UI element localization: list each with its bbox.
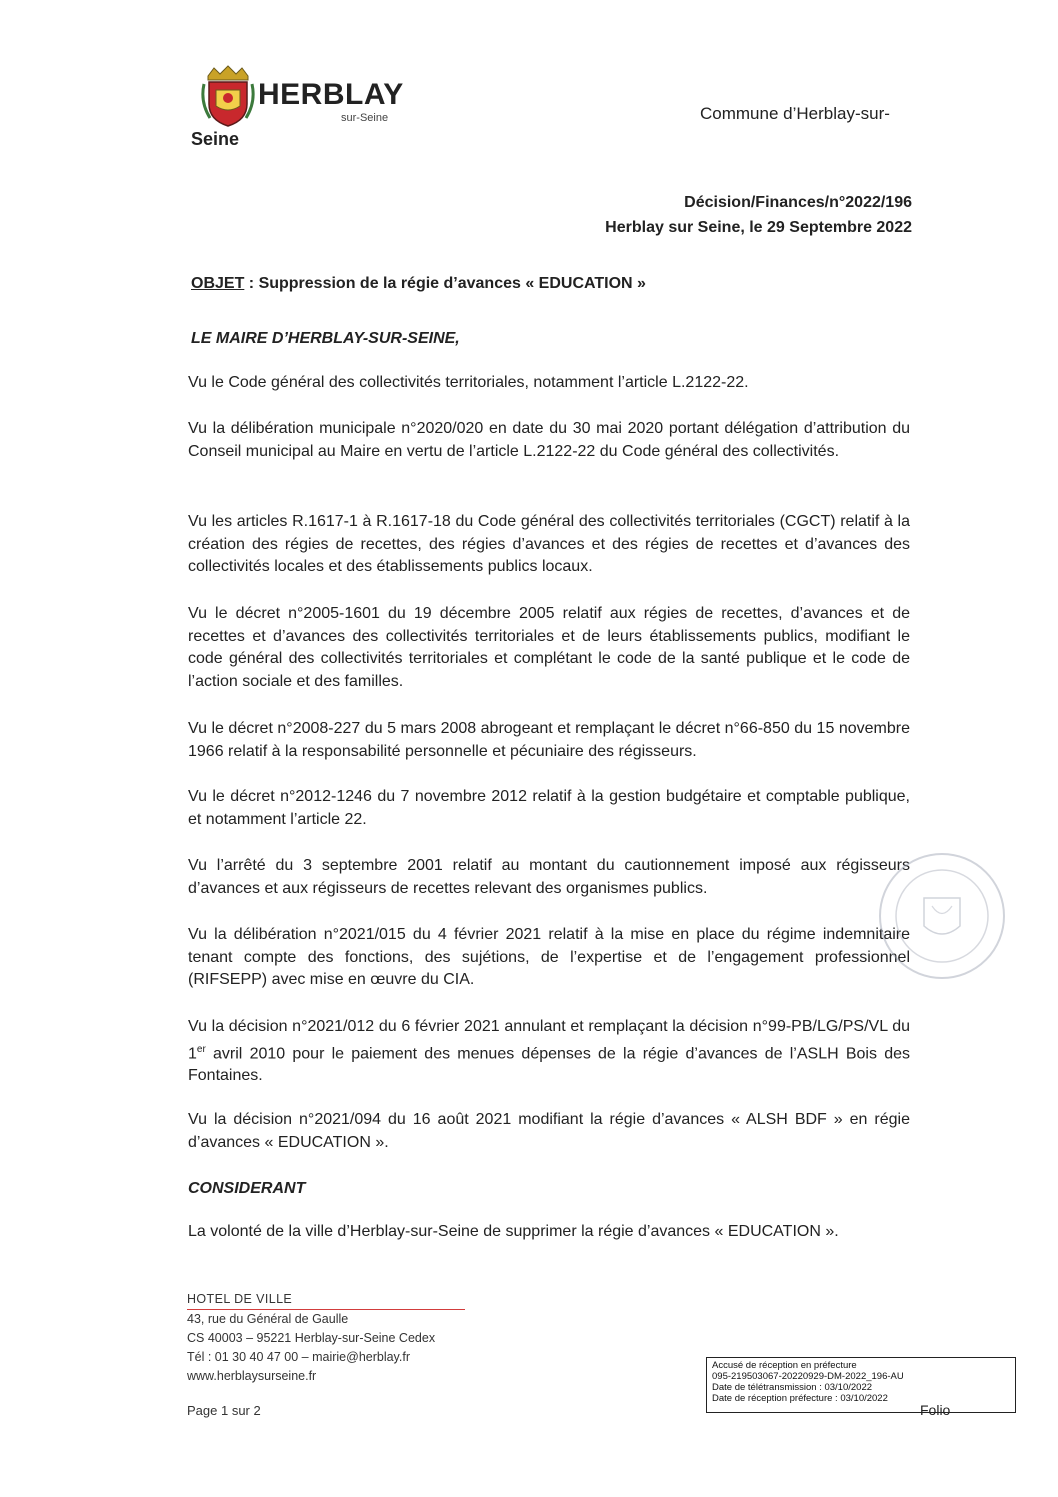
footer-contact: Tél : 01 30 40 47 00 – mairie@herblay.fr	[187, 1350, 410, 1364]
prefecture-receipt-stamp	[706, 1357, 1016, 1413]
logo-wordmark: HERBLAY	[258, 78, 404, 111]
footer-street: 43, rue du Général de Gaulle	[187, 1312, 349, 1326]
paragraph-9-part1: Vu la décision n°2021/012 du 6 février 2021 annulant et remplaçant la décision n°99-PB/LG/PS/VL du 1	[188, 1018, 910, 1062]
paragraph-3: Vu les articles R.1617-1 à R.1617-18 du Code général des collectivités territoriales (CGCT) relatif à la création des régies de recettes, des régies d’avances et des régies de recettes et d’avances des collectivités locales et des établissements publics locaux.	[188, 513, 910, 575]
paragraph-2: Vu la délibération municipale n°2020/020 en date du 30 mai 2020 portant délégation d’attribution du Conseil municipal au Maire en vertu de l’article L.2122-22 du Code général des collectivités.	[188, 420, 910, 460]
footer-title: HOTEL DE VILLE	[187, 1290, 465, 1310]
logo-subtitle: sur-Seine	[341, 112, 389, 124]
paragraph-4: Vu le décret n°2005-1601 du 19 décembre 2005 relatif aux régies de recettes, d’avances et de recettes et d’avances des collectivités territoriales et de leurs établissements publics, modifiant le code général des collectivités territoriales et complétant le code de la santé publique et le code de l’action sociale et des familles.	[188, 605, 910, 690]
stamp-line-3: Date de télétransmission : 03/10/2022	[712, 1382, 873, 1393]
page-number: Page 1 sur 2	[187, 1403, 261, 1418]
objet-text: : Suppression de la régie d’avances « EDUCATION »	[244, 275, 646, 292]
footer-address	[187, 1290, 465, 1386]
official-seal-icon	[872, 846, 1012, 986]
paragraph-9-sup: er	[196, 1043, 206, 1055]
logo-line-seine: Seine	[191, 129, 240, 149]
folio-label: Folio	[920, 1402, 951, 1418]
paragraph-9-part2: avril 2010 pour le paiement des menues dépenses de la régie d’avances de l’ASLH Bois des Fontaines.	[188, 1044, 910, 1085]
coat-of-arms-icon	[200, 62, 256, 128]
stamp-line-1: Accusé de réception en préfecture	[712, 1360, 857, 1371]
paragraph-9	[188, 1016, 910, 1088]
objet-line	[191, 275, 646, 293]
considerant-text: La volonté de la ville d’Herblay-sur-Seine de supprimer la régie d’avances « EDUCATION ».	[188, 1223, 839, 1240]
paragraph-1: Vu le Code général des collectivités territoriales, notamment l’article L.2122-22.	[188, 374, 749, 391]
decision-place-date: Herblay sur Seine, le 29 Septembre 2022	[605, 219, 912, 236]
paragraph-7: Vu l’arrêté du 3 septembre 2001 relatif au montant du cautionnement imposé aux régisseurs d’avances et aux régisseurs de recettes relevant des organismes publics.	[188, 857, 910, 897]
stamp-line-2: 095-219503067-20220929-DM-2022_196-AU	[712, 1371, 904, 1382]
paragraph-8: Vu la délibération n°2021/015 du 4 février 2021 relatif à la mise en place du régime indemnitaire tenant compte des fonctions, des sujétions, de l’expertise et de l’engagement professionnel (RIFSEPP) avec mise en œuvre du CIA.	[188, 926, 910, 988]
footer-cedex: CS 40003 – 95221 Herblay-sur-Seine Cedex	[187, 1331, 436, 1345]
paragraph-6: Vu le décret n°2012-1246 du 7 novembre 2012 relatif à la gestion budgétaire et comptable publique, et notamment l’article 22.	[188, 788, 910, 828]
maire-heading: LE MAIRE D’HERBLAY-SUR-SEINE,	[191, 330, 460, 347]
considerant-heading: CONSIDERANT	[188, 1180, 306, 1197]
paragraph-5: Vu le décret n°2008-227 du 5 mars 2008 abrogeant et remplaçant le décret n°66-850 du 15 novembre 1966 relatif à la responsabilité personnelle et pécuniaire des régisseurs.	[188, 720, 910, 760]
decision-reference	[605, 190, 912, 240]
decision-number: Décision/Finances/n°2022/196	[684, 194, 912, 211]
paragraph-10: Vu la décision n°2021/094 du 16 août 2021 modifiant la régie d’avances « ALSH BDF » en régie d’avances « EDUCATION ».	[188, 1111, 910, 1151]
commune-name: Commune d’Herblay-sur-	[700, 104, 890, 123]
objet-label: OBJET	[191, 275, 245, 292]
footer-website: www.herblaysurseine.fr	[187, 1369, 317, 1383]
stamp-line-4: Date de réception préfecture : 03/10/2022	[712, 1393, 888, 1404]
